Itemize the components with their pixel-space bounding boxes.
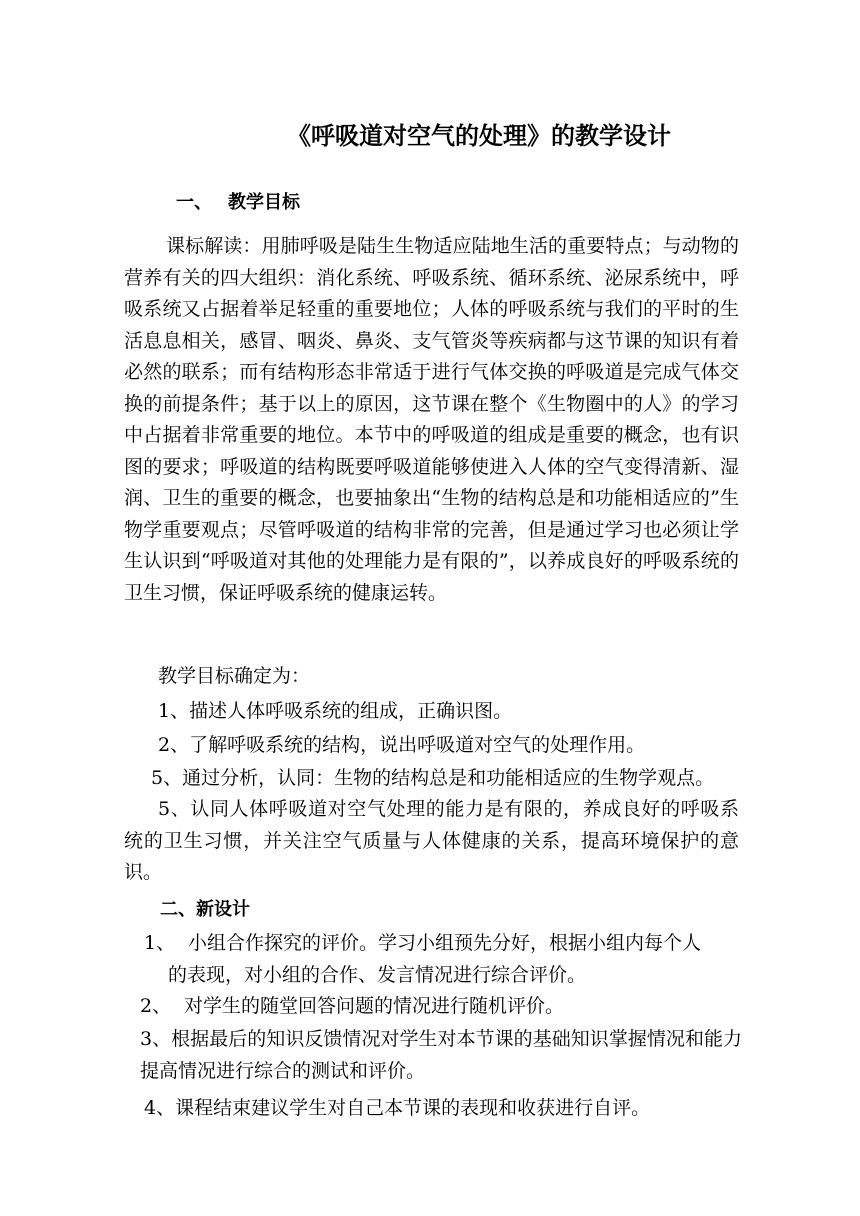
- curriculum-interpretation-paragraph: 课标解读：用肺呼吸是陆生生物适应陆地生活的重要特点；与动物的营养有关的四大组织：消化系统、呼吸系统、循环系统、泌尿系统中，呼吸系统又占据着举足轻重的重要地位；人体的呼吸系统与我们的平时的生活息息相关，感冒、咽炎、鼻炎、支气管炎等疾病都与这节课的知识有着必然的联系；而有结构形态非常适于进行气体交换的呼吸道是完成气体交换的前提条件；基于以上的原因，这节课在整个《生物圈中的人》的学习中占据着非常重要的地位。本节中的呼吸道的组成是重要的概念，也有识图的要求；呼吸道的结构既要呼吸道能够使进入人体的空气变得清新、湿润、卫生的重要的概念，也要抽象出“生物的结构总是和功能相适应的”生物学重要观点；尽管呼吸道的结构非常的完善，但是通过学习也必须让学生认识到“呼吸道对其他的处理能力是有限的”，以养成良好的呼吸系统的卫生习惯，保证呼吸系统的健康运转。: [124, 235, 739, 604]
- goal-item: 1、描述人体呼吸系统的组成，正确识图。: [158, 700, 513, 722]
- item-text: 对学生的随堂回答问题的情况进行随机评价。: [184, 995, 565, 1017]
- section-heading-objectives: [176, 189, 300, 217]
- item-text-continued: 的表现，对小组的合作、发言情况进行综合评价。: [168, 963, 587, 986]
- goal-item: 2、了解呼吸系统的结构，说出呼吸道对空气的处理作用。: [158, 734, 646, 756]
- section-heading-text: 教学目标: [228, 192, 300, 213]
- goal-item: 5、认同人体呼吸道对空气处理的能力是有限的，养成良好的呼吸系统的卫生习惯，并关注空气质量与人体健康的关系，提高环境保护的意识。: [124, 798, 739, 883]
- item-number: 1、: [144, 932, 176, 954]
- section-heading-new-design: 二、新设计: [160, 899, 250, 920]
- design-item: [144, 928, 739, 991]
- item-text: 小组合作探究的评价。学习小组预先分好，根据小组内每个人: [188, 932, 702, 954]
- goals-heading: 教学目标确定为：: [158, 665, 311, 687]
- section-number: 一、: [176, 192, 212, 213]
- goal-item: 5、通过分析，认同：生物的结构总是和功能相适应的生物学观点。: [151, 767, 715, 789]
- design-item: 4、课程结束建议学生对自己本节课的表现和收获进行自评。: [144, 1097, 651, 1119]
- design-item: [140, 991, 564, 1023]
- document-title: 《呼吸道对空气的处理》的教学设计: [287, 122, 671, 150]
- item-number: 2、: [140, 995, 172, 1017]
- design-item: 3、根据最后的知识反馈情况对学生对本节课的基础知识掌握情况和能力提高情况进行综合的测试和评价。: [140, 1028, 742, 1082]
